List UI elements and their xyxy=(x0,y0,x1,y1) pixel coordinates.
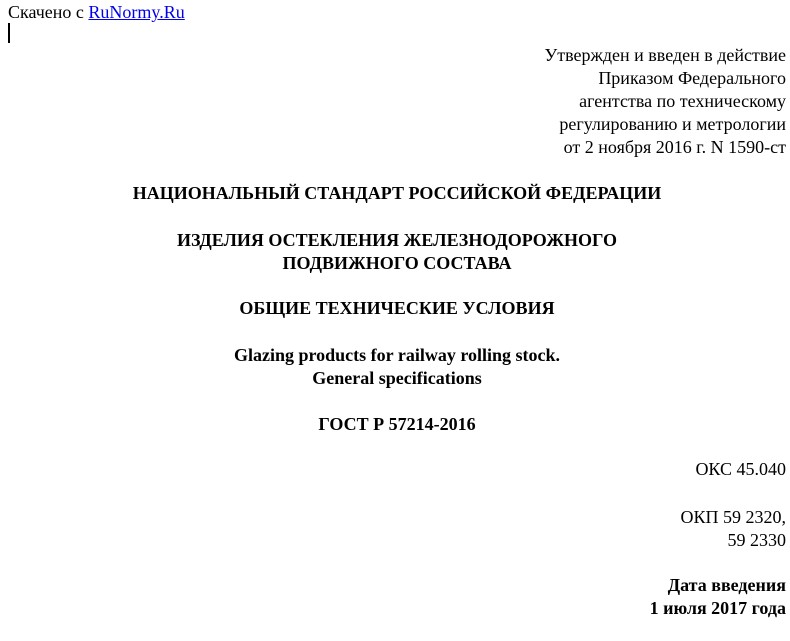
okp-code-line: 59 2330 xyxy=(727,530,786,550)
title-ru-block xyxy=(0,229,790,275)
approval-line: агентства по техническому xyxy=(579,91,786,111)
title-en-line: General specifications xyxy=(312,368,482,388)
approval-block xyxy=(366,44,786,159)
approval-line: регулированию и метрологии xyxy=(559,114,786,134)
okp-code-line: ОКП 59 2320, xyxy=(680,507,786,527)
subtitle-ru-block xyxy=(0,297,790,320)
title-ru-line: ИЗДЕЛИЯ ОСТЕКЛЕНИЯ ЖЕЛЕЗНОДОРОЖНОГО xyxy=(176,230,618,250)
oks-code: ОКС 45.040 xyxy=(695,459,786,479)
subtitle-ru: ОБЩИЕ ТЕХНИЧЕСКИЕ УСЛОВИЯ xyxy=(239,298,555,318)
designation-block xyxy=(0,413,790,436)
approval-line: Утвержден и введен в действие xyxy=(544,45,786,65)
title-en-block xyxy=(0,344,790,390)
approval-line: Приказом Федерального xyxy=(598,68,786,88)
text-cursor xyxy=(8,23,10,43)
source-prefix: Скачено с xyxy=(8,2,89,22)
effective-date-value: 1 июля 2017 года xyxy=(649,598,786,618)
standard-heading: НАЦИОНАЛЬНЫЙ СТАНДАРТ РОССИЙСКОЙ ФЕДЕРАЦИИ xyxy=(132,183,662,203)
title-en-line: Glazing products for railway rolling stock. xyxy=(233,345,560,365)
source-line xyxy=(8,1,185,23)
oks-block xyxy=(486,458,786,481)
standard-heading-block xyxy=(0,182,790,205)
effective-date-label: Дата введения xyxy=(667,575,786,595)
okp-block xyxy=(486,506,786,552)
title-ru-line: ПОДВИЖНОГО СОСТАВА xyxy=(282,253,512,273)
approval-line: от 2 ноября 2016 г. N 1590-ст xyxy=(563,137,786,157)
standard-designation: ГОСТ Р 57214-2016 xyxy=(318,414,476,434)
effective-date-block xyxy=(486,574,786,620)
source-link[interactable]: RuNormy.Ru xyxy=(88,2,185,22)
